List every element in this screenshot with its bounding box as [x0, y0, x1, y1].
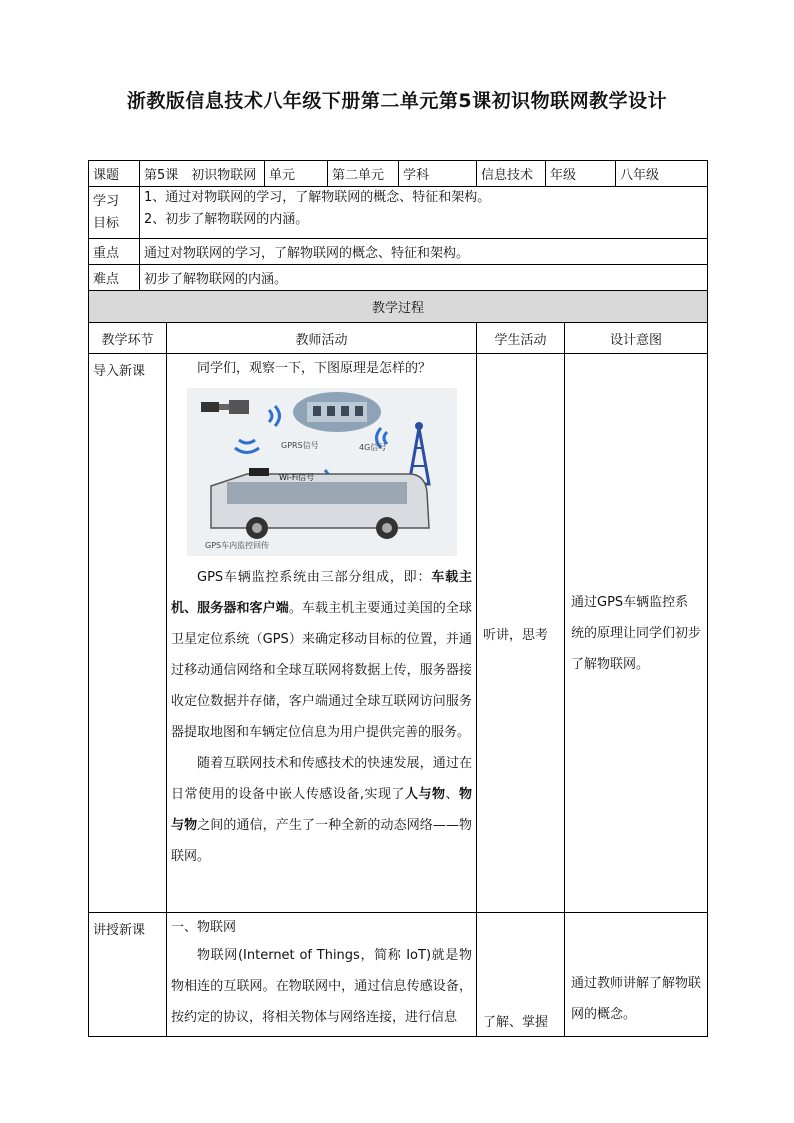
intro-row: [89, 354, 708, 913]
gprs-label: GPRS信号: [280, 441, 319, 450]
objectives-row: [89, 187, 708, 239]
label-subject: 学科: [399, 161, 477, 187]
label-objectives: [89, 187, 140, 239]
intro-question: 同学们，观察一下，下图原理是怎样的？: [197, 361, 432, 376]
intro-intent: 通过GPS车辆监控系统的原理让同学们初步了解物联网。: [565, 354, 708, 913]
difficulty-text: 初步了解物联网的内涵。: [140, 265, 708, 291]
para2-text-c: 、: [445, 787, 459, 802]
lecture-heading: 一、物联网: [171, 920, 237, 935]
topic-value: 第5课 初识物联网: [140, 161, 265, 187]
para2-bold-1: 人与物: [404, 787, 446, 802]
col-stage: 教学环节: [89, 323, 167, 354]
col-intent: 设计意图: [565, 323, 708, 354]
label-topic: 课题: [89, 161, 140, 187]
process-header-row: [89, 291, 708, 323]
process-header: 教学过程: [89, 291, 708, 323]
lecture-row: [89, 913, 708, 1037]
g4-label: 4G信号: [358, 443, 386, 452]
bus-icon: [211, 468, 429, 539]
unit-value: 第二单元: [328, 161, 399, 187]
lecture-student: 了解、掌握: [477, 913, 565, 1037]
intro-paragraph-1: [171, 562, 472, 748]
lecture-paragraph: 物联网(Internet of Things，简称 IoT)就是物物相连的互联网。在物联网中，通过信息传感设备，按约定的协议，将相关物体与网络连接，进行信息: [171, 948, 472, 1025]
intro-paragraph-2: [171, 748, 472, 872]
header-row: [89, 161, 708, 187]
intro-student: 听讲，思考: [477, 354, 565, 913]
para1-bold: 车载主机、服务器和客户端: [171, 570, 472, 616]
server-room-icon: [293, 392, 381, 432]
lesson-plan-table: [88, 160, 708, 1037]
key-point-text: 通过对物联网的学习，了解物联网的概念、特征和架构。: [140, 239, 708, 265]
grade-value: 八年级: [616, 161, 708, 187]
lecture-teacher: [167, 913, 477, 1037]
para2-text-d: 之间的通信，产生了一种全新的动态网络——物联网。: [171, 818, 472, 864]
lecture-intent: 通过教师讲解了解物联网的概念。: [565, 913, 708, 1037]
label-unit: 单元: [265, 161, 328, 187]
objectives-label-line1: 学习: [93, 193, 120, 209]
difficulty-row: [89, 265, 708, 291]
key-point-row: [89, 239, 708, 265]
para2-bold-2: 物与物: [171, 787, 472, 833]
figure-caption: GPS车内监控回传: [204, 541, 269, 550]
col-teacher: 教师活动: [167, 323, 477, 354]
para1-text-c: 。车载主机主要通过美国的全球卫星定位系统（GPS）来确定移动目标的位置，并通过移动通信网络和全球互联网将数据上传，服务器接收定位数据并存储，客户端通过全球互联网访问服务器提取地图和车辆定位信息为用户提供完善的服务。: [171, 601, 472, 740]
gps-bus-figure: [187, 388, 457, 556]
objectives-text: [140, 187, 708, 239]
objective-item: 2、初步了解物联网的内涵。: [144, 212, 309, 227]
para2-text-a: 随着互联网技术和传感技术的快速发展，通过在日常使用的设备中嵌人传感设备,实现了: [171, 756, 472, 802]
label-difficulty: 难点: [89, 265, 140, 291]
column-header-row: [89, 323, 708, 354]
para1-text-a: GPS车辆监控系统由三部分组成，即：: [197, 570, 432, 585]
label-grade: 年级: [546, 161, 616, 187]
label-key-point: 重点: [89, 239, 140, 265]
intro-stage: 导入新课: [89, 354, 167, 913]
document-title: 浙教版信息技术八年级下册第二单元第5课初识物联网教学设计: [126, 90, 668, 112]
objectives-label-line2: 目标: [93, 215, 120, 231]
wifi-label: Wi-Fi信号: [278, 473, 314, 482]
lecture-stage: 讲授新课: [89, 913, 167, 1037]
intro-teacher: [167, 354, 477, 913]
objective-item: 1、通过对物联网的学习，了解物联网的概念、特征和架构。: [144, 190, 491, 205]
col-student: 学生活动: [477, 323, 565, 354]
subject-value: 信息技术: [477, 161, 546, 187]
